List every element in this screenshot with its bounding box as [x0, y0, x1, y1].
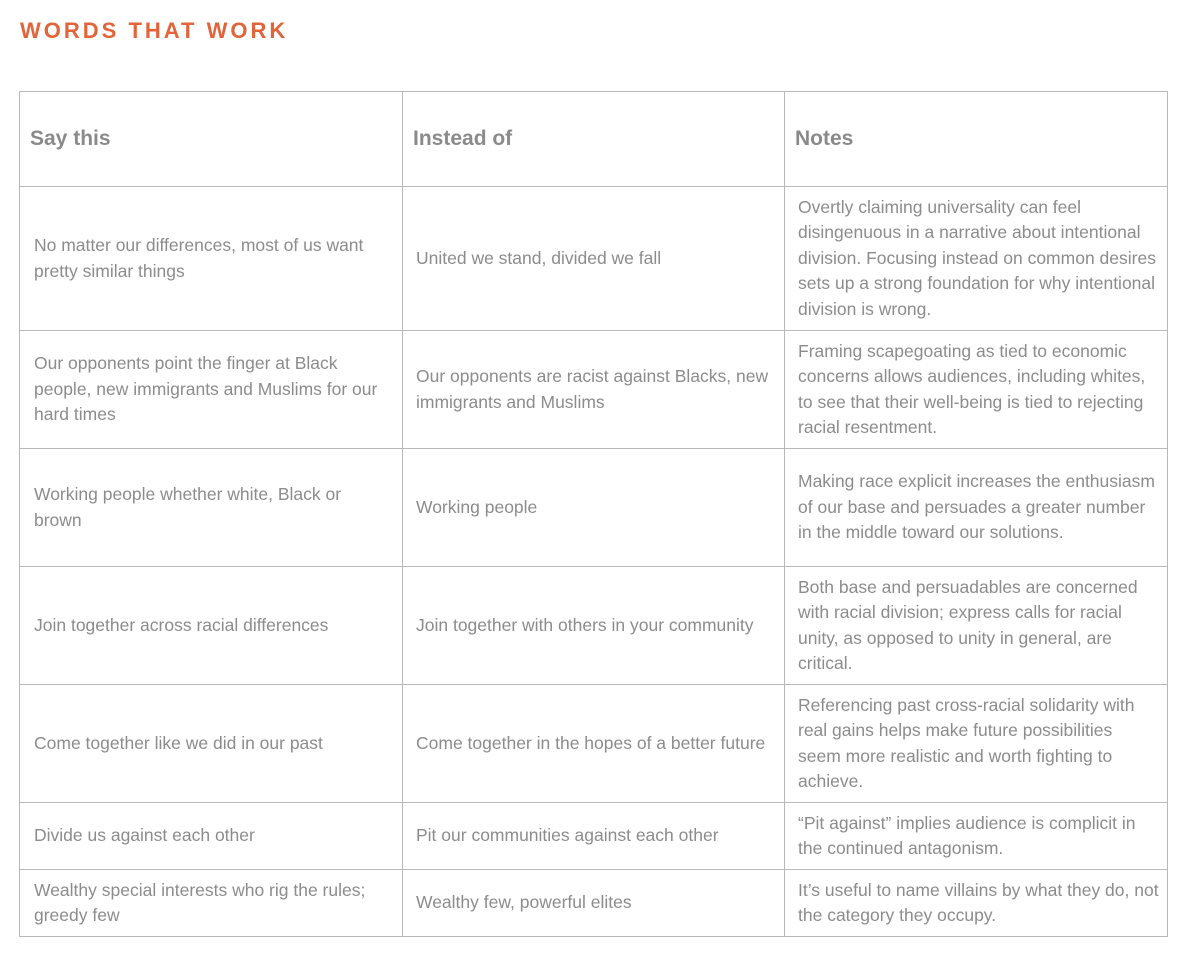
- table-row: [20, 449, 1168, 567]
- header-say-this: Say this: [20, 92, 403, 187]
- instead-of-cell: Our opponents are racist against Blacks, new immigrants and Muslims: [403, 331, 785, 449]
- instead-of-cell: Working people: [403, 449, 785, 567]
- say-this-cell: Our opponents point the finger at Black people, new immigrants and Muslims for our hard times: [20, 331, 403, 449]
- table-row: [20, 567, 1168, 685]
- say-this-cell: No matter our differences, most of us want pretty similar things: [20, 187, 403, 331]
- notes-cell: “Pit against” implies audience is complicit in the continued antagonism.: [785, 803, 1168, 870]
- table-row: [20, 870, 1168, 937]
- header-notes: Notes: [785, 92, 1168, 187]
- notes-cell: Both base and persuadables are concerned with racial division; express calls for racial unity, as opposed to unity in general, are critical.: [785, 567, 1168, 685]
- header-instead-of: Instead of: [403, 92, 785, 187]
- instead-of-cell: Pit our communities against each other: [403, 803, 785, 870]
- notes-cell: Making race explicit increases the enthusiasm of our base and persuades a greater number in the middle toward our solutions.: [785, 449, 1168, 567]
- instead-of-cell: Join together with others in your community: [403, 567, 785, 685]
- say-this-cell: Wealthy special interests who rig the rules; greedy few: [20, 870, 403, 937]
- say-this-cell: Come together like we did in our past: [20, 685, 403, 803]
- notes-cell: It’s useful to name villains by what they do, not the category they occupy.: [785, 870, 1168, 937]
- page-title: WORDS THAT WORK: [20, 18, 289, 43]
- notes-cell: Referencing past cross-racial solidarity with real gains helps make future possibilities seem more realistic and worth fighting to achieve.: [785, 685, 1168, 803]
- instead-of-cell: Come together in the hopes of a better future: [403, 685, 785, 803]
- table-row: [20, 331, 1168, 449]
- instead-of-cell: United we stand, divided we fall: [403, 187, 785, 331]
- table-row: [20, 685, 1168, 803]
- say-this-cell: Working people whether white, Black or brown: [20, 449, 403, 567]
- table-header-row: [20, 92, 1168, 187]
- say-this-cell: Join together across racial differences: [20, 567, 403, 685]
- instead-of-cell: Wealthy few, powerful elites: [403, 870, 785, 937]
- notes-cell: Framing scapegoating as tied to economic concerns allows audiences, including whites, to see that their well-being is tied to rejecting racial resentment.: [785, 331, 1168, 449]
- notes-cell: Overtly claiming universality can feel disingenuous in a narrative about intentional division. Focusing instead on common desires sets up a strong foundation for why intentional division is wrong.: [785, 187, 1168, 331]
- table-row: [20, 803, 1168, 870]
- say-this-cell: Divide us against each other: [20, 803, 403, 870]
- words-table: [19, 91, 1168, 937]
- table-row: [20, 187, 1168, 331]
